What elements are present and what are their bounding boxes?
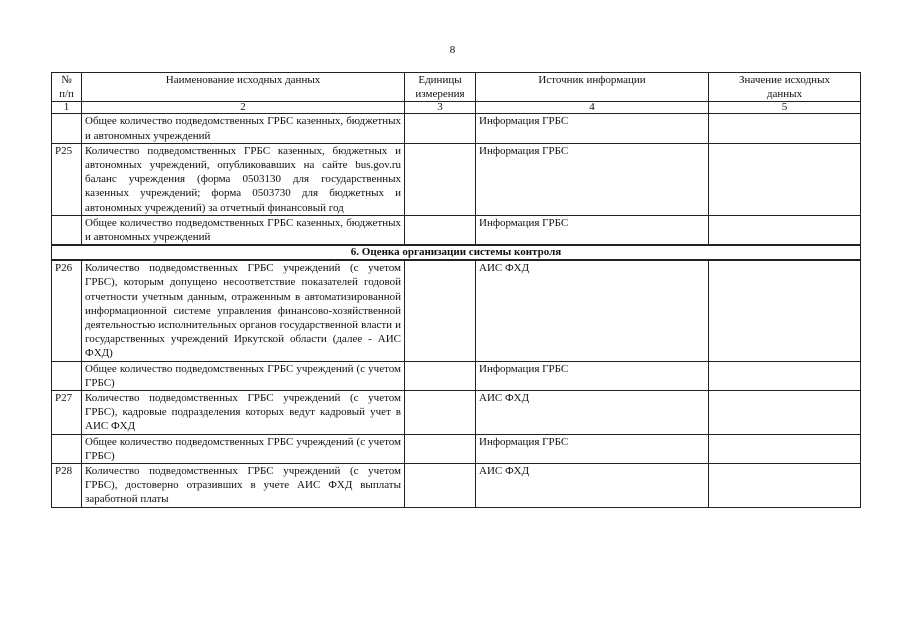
header-unit: Единицы измерения bbox=[405, 73, 476, 102]
row-name: Количество подведомственных ГРБС казенных, бюджетных и автономных учреждений, опубликовавших на сайте bus.gov.ru баланс учреждения (форма 0503130 для государственных казенных учреждений; форма 0503730 для бюджетных и автономных учреждений) за отчетный финансовый год bbox=[82, 143, 405, 215]
section-heading: 6. Оценка организации системы контроля bbox=[52, 245, 861, 260]
table-row bbox=[52, 391, 861, 435]
row-name: Общее количество подведомственных ГРБС учреждений (с учетом ГРБС) bbox=[82, 434, 405, 463]
column-index: 4 bbox=[476, 102, 709, 114]
table-row bbox=[52, 464, 861, 508]
row-number bbox=[52, 215, 82, 245]
page-number: 8 bbox=[449, 44, 456, 56]
table-header-row bbox=[52, 73, 861, 102]
table-row bbox=[52, 260, 861, 361]
table-row bbox=[52, 361, 861, 390]
row-number bbox=[52, 434, 82, 463]
row-value bbox=[709, 361, 861, 390]
section-heading-row bbox=[52, 245, 861, 260]
column-index: 3 bbox=[405, 102, 476, 114]
table-row bbox=[52, 143, 861, 215]
row-number: Р25 bbox=[52, 143, 82, 215]
header-value: Значение исходных данных bbox=[709, 73, 861, 102]
row-name: Количество подведомственных ГРБС учреждений (с учетом ГРБС), кадровые подразделения которых ведут кадровый учет в АИС ФХД bbox=[82, 391, 405, 435]
header-num: № п/п bbox=[52, 73, 82, 102]
table-row bbox=[52, 215, 861, 245]
row-unit bbox=[405, 464, 476, 508]
row-value bbox=[709, 464, 861, 508]
row-source: Информация ГРБС bbox=[476, 215, 709, 245]
row-unit bbox=[405, 434, 476, 463]
column-index: 2 bbox=[82, 102, 405, 114]
row-name: Общее количество подведомственных ГРБС казенных, бюджетных и автономных учреждений bbox=[82, 215, 405, 245]
row-unit bbox=[405, 391, 476, 435]
row-unit bbox=[405, 260, 476, 361]
row-value bbox=[709, 215, 861, 245]
row-name: Общее количество подведомственных ГРБС учреждений (с учетом ГРБС) bbox=[82, 361, 405, 390]
header-name: Наименование исходных данных bbox=[82, 73, 405, 102]
row-number: Р27 bbox=[52, 391, 82, 435]
row-unit bbox=[405, 143, 476, 215]
row-source: Информация ГРБС bbox=[476, 143, 709, 215]
row-number: Р26 bbox=[52, 260, 82, 361]
column-index: 1 bbox=[52, 102, 82, 114]
row-source: АИС ФХД bbox=[476, 464, 709, 508]
row-unit bbox=[405, 215, 476, 245]
table-row bbox=[52, 114, 861, 143]
row-value bbox=[709, 434, 861, 463]
row-value bbox=[709, 143, 861, 215]
row-value bbox=[709, 391, 861, 435]
row-source: Информация ГРБС bbox=[476, 361, 709, 390]
row-source: Информация ГРБС bbox=[476, 434, 709, 463]
row-source: АИС ФХД bbox=[476, 260, 709, 361]
row-value bbox=[709, 260, 861, 361]
row-name: Количество подведомственных ГРБС учреждений (с учетом ГРБС), которым допущено несоответствие показателей годовой отчетности учетным данным, отраженным в автоматизированной информационной системе управления финансово-хозяйственной деятельностью исполнительных органов государственной власти и государственных учреждений Иркутской области (далее - АИС ФХД) bbox=[82, 260, 405, 361]
column-index-row bbox=[52, 102, 861, 114]
header-source: Источник информации bbox=[476, 73, 709, 102]
row-name: Количество подведомственных ГРБС учреждений (с учетом ГРБС), достоверно отразивших в учете АИС ФХД выплаты заработной платы bbox=[82, 464, 405, 508]
source-data-table bbox=[51, 72, 861, 508]
table-row bbox=[52, 434, 861, 463]
row-number: Р28 bbox=[52, 464, 82, 508]
row-name: Общее количество подведомственных ГРБС казенных, бюджетных и автономных учреждений bbox=[82, 114, 405, 143]
row-source: АИС ФХД bbox=[476, 391, 709, 435]
column-index: 5 bbox=[709, 102, 861, 114]
row-number bbox=[52, 114, 82, 143]
row-value bbox=[709, 114, 861, 143]
row-number bbox=[52, 361, 82, 390]
row-unit bbox=[405, 114, 476, 143]
row-source: Информация ГРБС bbox=[476, 114, 709, 143]
row-unit bbox=[405, 361, 476, 390]
